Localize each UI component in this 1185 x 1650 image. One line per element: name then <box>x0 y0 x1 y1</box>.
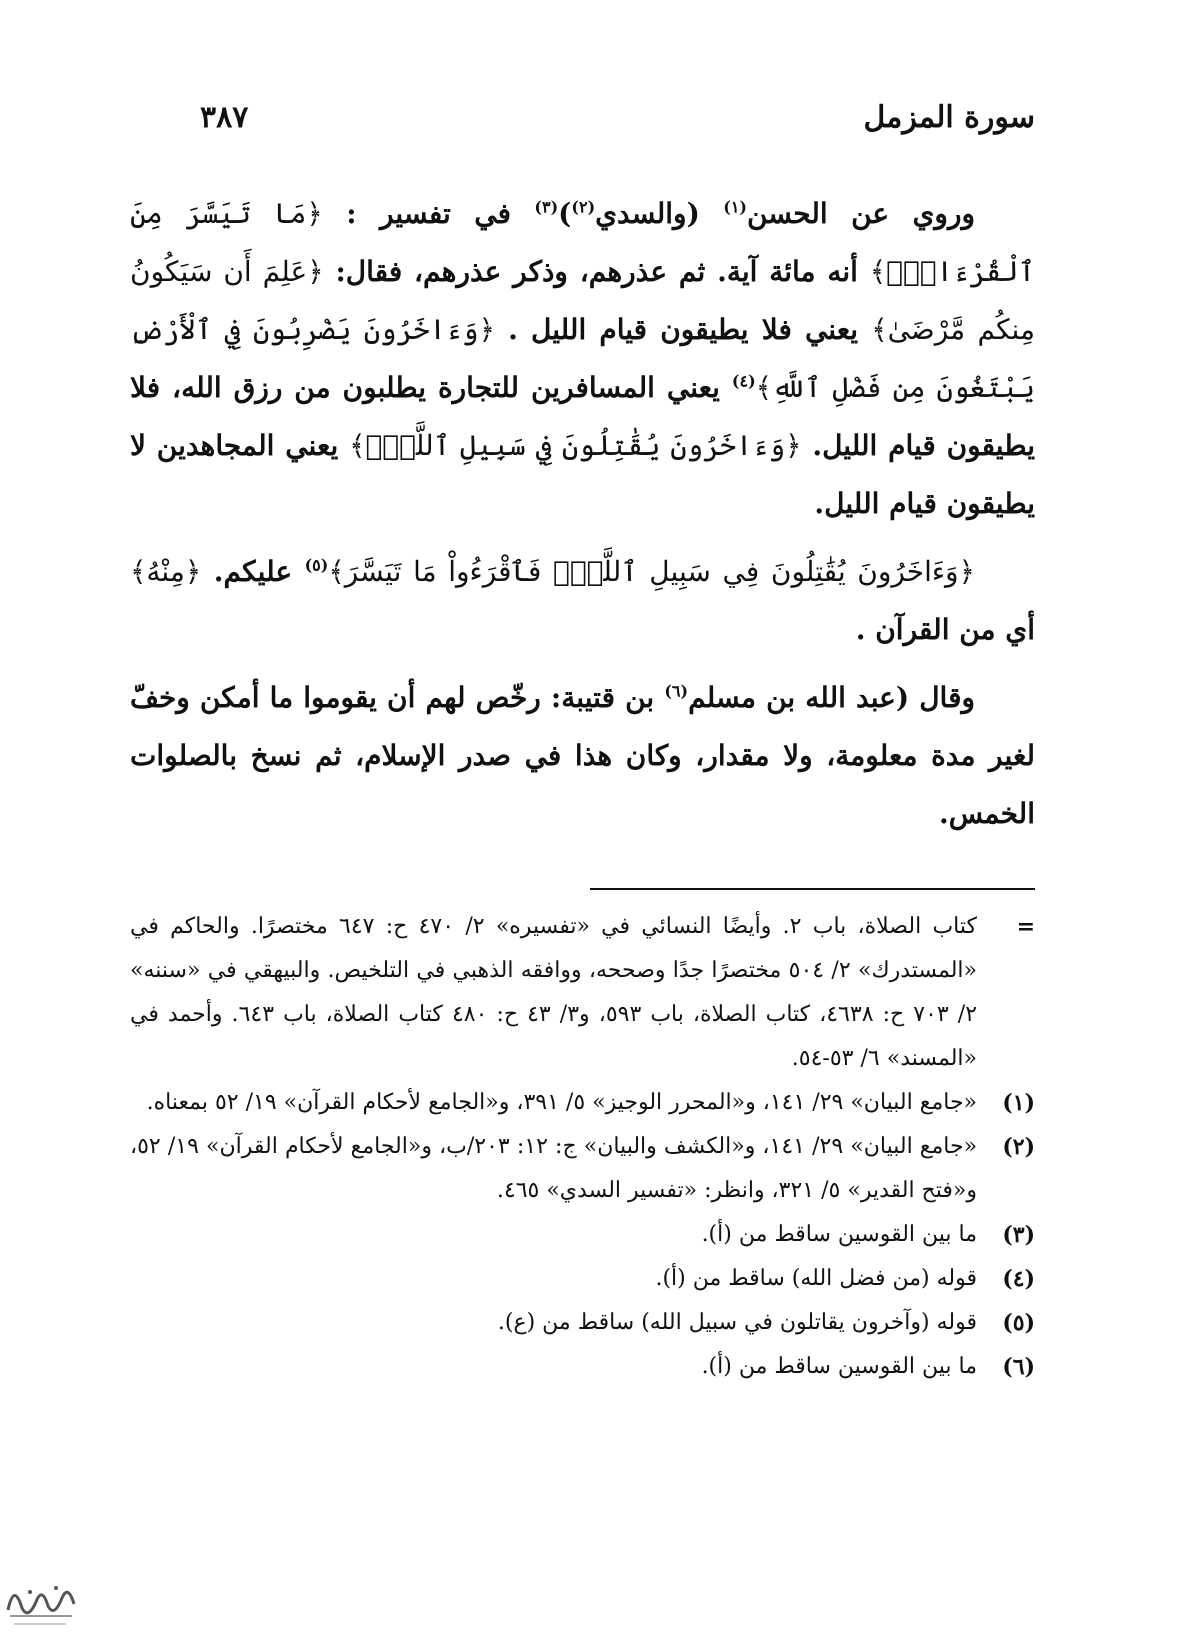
text-span: أنه مائة آية. ثم عذرهم، وذكر عذرهم، فقال: <box>323 255 870 288</box>
footnote-ref: (٣) <box>534 197 559 217</box>
text-span: أي من القرآن . <box>855 613 1035 646</box>
text-span: يعني فلا يطيقون قيام الليل . <box>494 313 872 346</box>
watermark-logo <box>0 1562 80 1632</box>
quran-quote: ﴿وَءَاخَرُونَ يُقَٰتِلُونَ فِي سَبِيلِ ٱللَّهِۖ فَٱقْرَءُواْ مَا تَيَسَّرَ﴾ <box>328 555 975 588</box>
footnote-5 <box>130 1301 1035 1345</box>
text-span: وقال (عبد الله بن مسلم <box>688 681 975 714</box>
footnote-ref: (٦) <box>664 681 689 701</box>
footnote-divider <box>590 888 1035 890</box>
footnote-continuation <box>130 905 1035 1081</box>
quran-quote: ﴿مِنْهُ﴾ <box>130 555 202 588</box>
footnote-mark: (٢) <box>1002 1134 1035 1160</box>
footnote-1 <box>130 1081 1035 1125</box>
page-header <box>200 100 1035 150</box>
footnote-3 <box>130 1213 1035 1257</box>
surah-title: سورة المزمل <box>863 100 1035 135</box>
footnote-mark: (٥) <box>1002 1310 1035 1336</box>
footnote-mark: (٤) <box>1002 1266 1035 1292</box>
footnote-text: كتاب الصلاة، باب ٢. وأيضًا النسائي في «تفسيره» ٢/ ٤٧٠ ح: ٦٤٧ مختصرًا. والحاكم في «المستدرك» ٢/ ٥٠٤ مختصرًا جدًا وصححه، ووافقه الذهبي في التلخيص. والبيهقي في «سننه» ٢/ ٧٠٣ ح: ٤٦٣٨، كتاب الصلاة، باب ٥٩٣، و٣/ ٤٣ ح: ٤٨٠ كتاب الصلاة، باب ٦٤٣. وأحمد في «المسند» ٦/ ٥٣-٥٤. <box>130 914 978 1071</box>
footnote-ref: (١) <box>723 197 747 217</box>
text-span: وروي عن الحسن <box>746 197 976 230</box>
footnote-4 <box>130 1257 1035 1301</box>
text-span: عليكم. <box>201 555 305 588</box>
footnotes <box>130 905 1035 1389</box>
footnote-ref: (٥) <box>304 555 329 575</box>
footnote-mark: (٦) <box>1002 1354 1035 1380</box>
footnote-text: «جامع البيان» ٢٩/ ١٤١، و«المحرر الوجيز» ٥/ ٣٩١، و«الجامع لأحكام القرآن» ١٩/ ٥٢ بمعناه. <box>146 1090 977 1115</box>
quran-quote: ﴿وَءَاخَرُونَ يَضْرِبُونَ فِي ٱلْأَرْضِ يَبْتَغُونَ مِن فَضْلِ ٱللَّهِ﴾ <box>130 313 1035 404</box>
text-span: في تفسير : <box>322 197 535 230</box>
paragraph-1 <box>130 185 1035 533</box>
text-span: يعني المجاهدين لا يطيقون قيام الليل. <box>130 429 1035 520</box>
footnote-text: ما بين القوسين ساقط من (أ). <box>701 1222 977 1247</box>
text-span: ) <box>558 197 572 230</box>
footnote-ref: (٤) <box>731 371 756 391</box>
footnote-mark: = <box>1016 914 1035 940</box>
footnote-text: «جامع البيان» ٢٩/ ١٤١، و«الكشف والبيان» ج: ١٢: ٢٠٣/ب، و«الجامع لأحكام القرآن» ١٩/ ٥٢، و«فتح القدير» ٥/ ٣٢١، وانظر: «تفسير السدي» ٤٦٥. <box>130 1134 978 1203</box>
text-span: (والسدي <box>595 197 724 230</box>
text-span: يعني المسافرين للتجارة يطلبون من رزق الله، فلا يطيقون قيام الليل. <box>130 371 1035 462</box>
paragraph-2 <box>130 543 1035 659</box>
paragraph-3 <box>130 669 1035 843</box>
quran-quote: ﴿مَا تَيَسَّرَ مِنَ ٱلْقُرْءَانِۚ﴾ <box>130 197 1035 288</box>
text-span: بن قتيبة: رخّص لهم أن يقوموا ما أمكن وخفّ لغير مدة معلومة، ولا مقدار، وكان هذا في صدر الإسلام، ثم نسخ بالصلوات الخمس. <box>130 681 1035 830</box>
main-text <box>130 185 1035 853</box>
footnote-2 <box>130 1125 1035 1213</box>
footnote-text: قوله (من فضل الله) ساقط من (أ). <box>655 1266 977 1291</box>
footnote-mark: (٣) <box>1002 1222 1035 1248</box>
footnote-mark: (١) <box>1002 1090 1035 1116</box>
footnote-text: قوله (وآخرون يقاتلون في سبيل الله) ساقط من (ع). <box>497 1310 977 1335</box>
footnote-ref: (٢) <box>571 197 596 217</box>
page-number: ٣٨٧ <box>200 100 249 135</box>
quran-quote: ﴿وَءَاخَرُونَ يُقَٰتِلُونَ فِي سَبِيلِ ٱللَّهِۖ﴾ <box>349 429 802 462</box>
footnote-6 <box>130 1345 1035 1389</box>
quran-quote: ﴿عَلِمَ أَن سَيَكُونُ مِنكُم مَّرْضَىٰ﴾ <box>130 255 1035 346</box>
footnote-text: ما بين القوسين ساقط من (أ). <box>701 1354 977 1379</box>
